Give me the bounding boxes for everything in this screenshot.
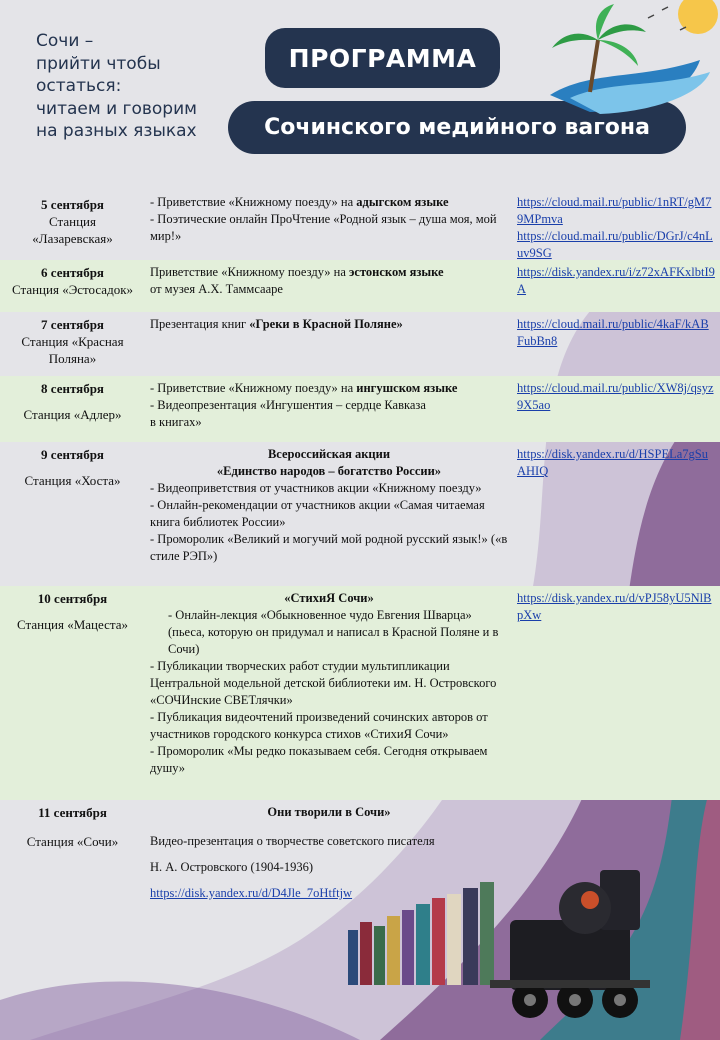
table-row [0, 260, 720, 312]
program-item: в книгах» [150, 415, 202, 429]
station-name: Поляна» [48, 351, 97, 366]
program-cell [150, 446, 508, 565]
station-name: Станция «Красная [21, 334, 124, 349]
links-cell [517, 590, 715, 624]
row-date: 9 сентября [41, 447, 104, 462]
station-name: Станция «Сочи» [26, 834, 119, 849]
links-cell [517, 316, 715, 350]
table-row [0, 312, 720, 376]
row-date: 11 сентября [38, 805, 107, 820]
links-cell [517, 194, 715, 262]
item-text: Презентация книг [150, 317, 250, 331]
program-item [150, 380, 508, 397]
program-item: от музея А.Х. Таммсааре [150, 282, 283, 296]
station-cell [0, 316, 145, 367]
video-link[interactable]: https://disk.yandex.ru/d/vPJ58yU5NlBpXw [517, 591, 712, 622]
action-heading: «СтихиЯ Сочи» [284, 591, 374, 605]
program-cell [150, 590, 508, 777]
station-cell [0, 196, 145, 247]
program-item [150, 264, 508, 281]
table-row [0, 376, 720, 442]
station-name: Станция «Мацеста» [17, 617, 128, 632]
video-link[interactable]: https://cloud.mail.ru/public/DGrJ/c4nLuv9SG [517, 229, 713, 260]
item-text: - Приветствие «Книжному поезду» на [150, 195, 357, 209]
table-row [0, 190, 720, 260]
slogan-line: на разных языках [36, 121, 197, 141]
station-name: Станция «Хоста» [24, 473, 121, 488]
program-item [150, 194, 508, 211]
item-text: - Приветствие «Книжному поезду» на [150, 381, 357, 395]
slogan-line: Сочи – [36, 31, 94, 51]
program-item: - Онлайн-рекомендации от участников акции «Самая читаемая книга библиотек России» [150, 498, 485, 529]
table-row [0, 442, 720, 586]
program-item: - Онлайн-лекция «Обыкновенное чудо Евгения Шварца» (пьеса, которую он придумал и написал в Красной Поляне и в Сочи) [168, 608, 499, 656]
program-item: Н. А. Островского (1904-1936) [150, 860, 313, 874]
links-cell [517, 446, 715, 480]
program-cell [150, 380, 508, 431]
row-date: 8 сентября [41, 381, 104, 396]
action-heading: Всероссийская акции [267, 447, 391, 461]
program-item: - Видеоприветствия от участников акции «Книжному поезду» [150, 481, 482, 495]
row-date: 6 сентября [41, 265, 104, 280]
station-name: Станция «Эстосадок» [11, 282, 134, 297]
program-item: - Публикации творческих работ студии мультипликации Центральной модельной детской библиотеки им. Н. Островского «СОЧИнские СВЕТлячки» [150, 659, 497, 707]
action-heading: Они творили в Сочи» [267, 805, 391, 819]
program-item: Видео-презентация о творчестве советского писателя [150, 834, 435, 848]
program-cell [150, 316, 508, 333]
row-date: 10 сентября [37, 591, 108, 606]
item-language: адыгском языке [356, 195, 449, 209]
item-book-title: «Греки в Красной Поляне» [249, 317, 403, 331]
program-item: - Проморолик «Мы редко показываем себя. Сегодня открываем душу» [150, 744, 488, 775]
video-link[interactable]: https://cloud.mail.ru/public/1nRT/gM79MPmva [517, 195, 712, 226]
program-cell [150, 264, 508, 298]
slogan-line: остаться: [36, 76, 122, 96]
station-cell [0, 264, 145, 298]
row-date: 7 сентября [41, 317, 104, 332]
station-cell [0, 446, 145, 489]
station-name: «Лазаревская» [32, 231, 113, 246]
program-cell [150, 194, 508, 245]
row-date: 5 сентября [41, 197, 104, 212]
item-language: эстонском языке [349, 265, 444, 279]
slogan [36, 30, 236, 143]
item-language: ингушском языке [356, 381, 458, 395]
video-link[interactable]: https://disk.yandex.ru/i/z72xAFKxlbtI9A [517, 265, 715, 296]
program-item: - Видеопрезентация «Ингушентия – сердце Кавказа [150, 398, 426, 412]
slogan-line: читаем и говорим [36, 98, 197, 119]
station-cell [0, 380, 145, 423]
program-item: - Публикация видеочтений произведений сочинских авторов от участников городского конкурса стихов «СтихиЯ Сочи» [150, 710, 488, 741]
page-title: ПРОГРАММА [265, 28, 500, 88]
action-heading: «Единство народов – богатство России» [216, 464, 442, 478]
station-name: Станция [49, 214, 96, 229]
palm-wave-icon [530, 0, 720, 120]
station-name: Станция «Адлер» [23, 407, 122, 422]
video-link[interactable]: https://cloud.mail.ru/public/4kaF/kABFubBn8 [517, 317, 709, 348]
links-cell [517, 380, 715, 414]
station-cell [0, 804, 145, 850]
station-cell [0, 590, 145, 633]
video-link[interactable]: https://disk.yandex.ru/d/D4Jle_7oHtftjw [150, 886, 353, 900]
table-row [0, 586, 720, 800]
program-item: - Проморолик «Великий и могучий мой родной русский язык!» («в стиле РЭП») [150, 532, 508, 563]
page-subtitle: Сочинского медийного вагона [228, 101, 686, 154]
links-cell [517, 264, 715, 298]
slogan-line: прийти чтобы [36, 53, 161, 74]
video-link[interactable]: https://cloud.mail.ru/public/XW8j/qsyz9X5ao [517, 381, 714, 412]
video-link[interactable]: https://disk.yandex.ru/d/HSPELa7gSuAHIQ [517, 447, 708, 478]
program-item: - Поэтические онлайн ПроЧтение «Родной язык – душа моя, мой мир!» [150, 212, 497, 243]
program-item [150, 316, 508, 333]
books-train-illustration [340, 860, 720, 1040]
item-text: Приветствие «Книжному поезду» на [150, 265, 349, 279]
